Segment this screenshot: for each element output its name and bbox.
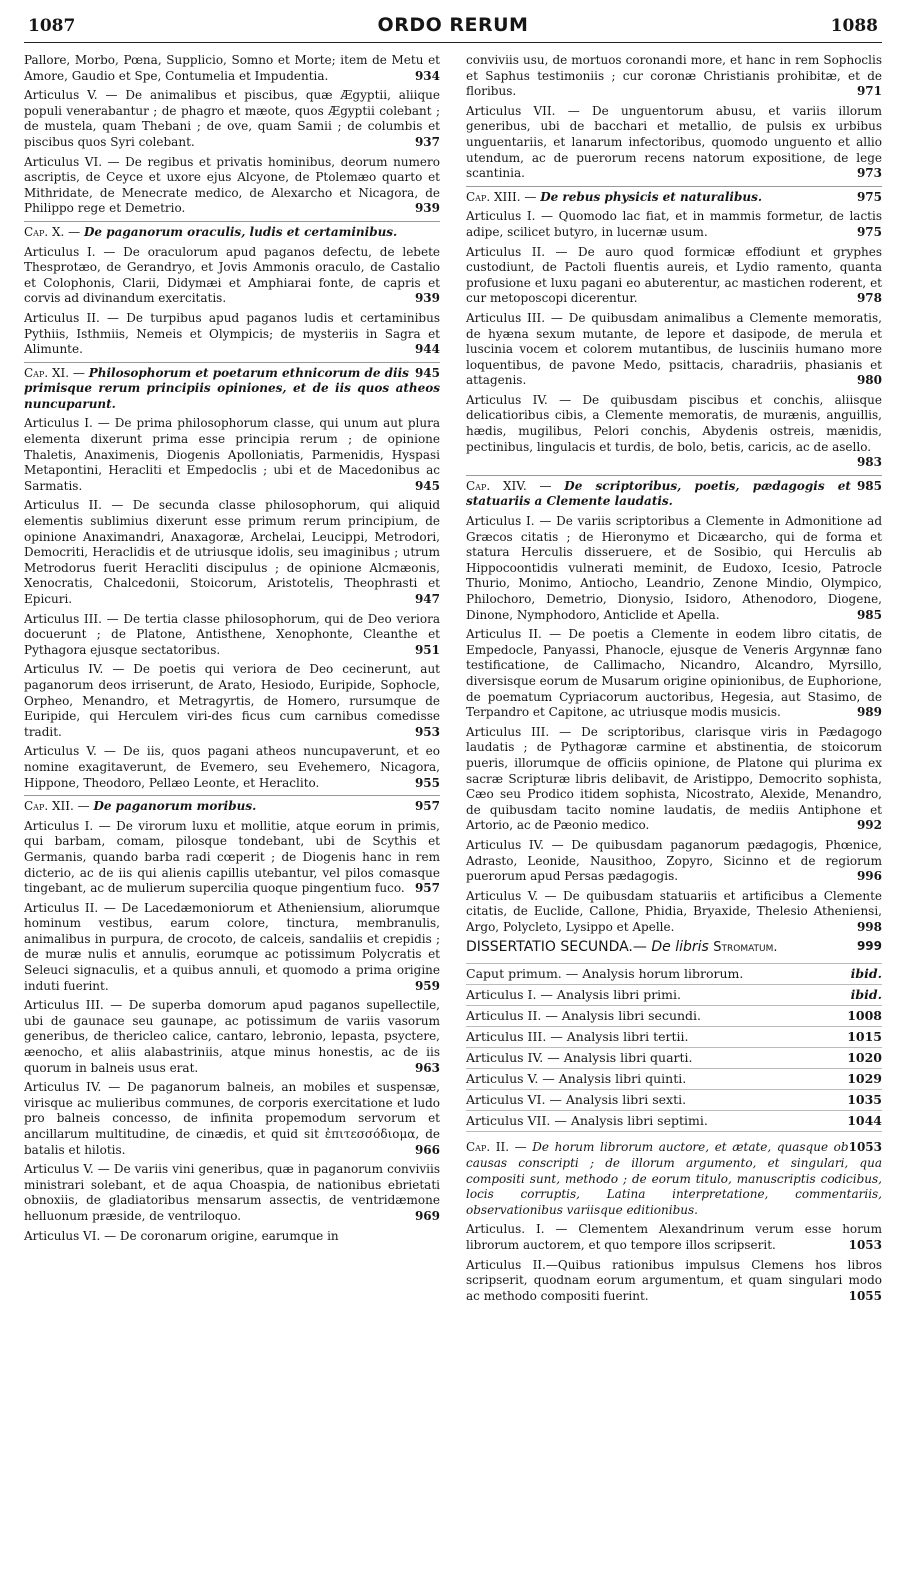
toc-line [466,1005,882,1026]
page-reference: 957 [414,881,440,896]
dissertatio-title: De libris [651,939,709,956]
article-text: Articulus III. — De superba domorum apud paganos supellectile, ubi de gaunace seu gaunape, ac potissimum de variis vasorum generibus, de thericleo calice, cantaro, lebronio, lepasta, psyctere, æenocho, et aliis alabastriniis, atque minus honestis, ac de iis quorum in balneis usus erat. [24,998,440,1075]
dissertatio-page: 999 [856,939,882,954]
article-text: Articulus II.—Quibus rationibus impulsus Clemens hos libros scripserit, quodnam eorum argumentum, et quam singulari modo ac methodo compositi fuerint. [466,1257,882,1303]
toc-page: 1044 [847,1113,882,1129]
toc-label: Articulus I. — Analysis libri primi. [466,987,682,1003]
page-reference: 957 [414,799,440,814]
chapter-heading [466,186,882,206]
page-reference: 975 [856,224,882,239]
article-entry [24,901,440,995]
page-reference: 951 [414,642,440,657]
article-entry [24,612,440,659]
chapter-label: Cap. XIV. — [466,478,552,493]
article-text: Articulus I. — De prima philosophorum classe, qui unum aut plura elementa dixerunt prima esse principia rerum ; de opinione Thaletis, Anaximenis, Diogenis Apolloniatis, Parmenidis, Hyspasi Metapontini, Heracliti et Empedoclis ; ubi et de Macedonibus ac Sarmatis. [24,416,440,493]
chapter-two-label: Cap. II. — [466,1140,527,1155]
article-entry [466,514,882,623]
page-reference: 966 [414,1142,440,1157]
chapter-two-title: De horum librorum auctore, et ætate, quasque ob causas conscripti ; de illorum argumento, et singulari, qua compositi sunt, methodo ; de eorum titulo, manuscriptis codicibus, locis corruptis, Latina interpretatione, commentariis, observationibus variisque editionibus. [466,1140,882,1217]
article-entry [24,155,440,217]
toc-line [466,1068,882,1089]
toc-label: Articulus II. — Analysis libri secundi. [466,1008,702,1024]
article-entry [466,838,882,885]
chapter-label: Cap. XIII. — [466,189,537,204]
chapter-title: De paganorum oraculis, ludis et certaminibus. [83,224,398,239]
article-text: Articulus II. — De secunda classe philosophorum, qui aliquid elementis sublimius dixerunt esse primum rerum principium, de opinione Anaximandri, Anaxagoræ, Archelai, Leucippi, Metrodori, Democriti, Heraclidis et de utriusque idolis, seu imaginibus ; utrum Metrodorus fuerit Heracliti discipulus ; de opinione Alcmæonis, Xenocratis, Chalcedonii, Stoicorum, Aristotelis, Theophrasti et Epicuri. [24,498,440,606]
toc-label: Articulus VI. — Analysis libri sexti. [466,1092,687,1108]
page-number-right: 1088 [830,16,878,36]
chapter-title: De scriptoribus, poetis, pædagogis et statuariis a Clemente laudatis. [466,478,851,509]
article-text: Pallore, Morbo, Pœna, Supplicio, Somno et Morte; item de Metu et Amore, Gaudio et Spe, Contumelia et Impudentia. [24,53,440,83]
dissertatio-title-smallcaps: Stromatum. [713,940,778,956]
analysis-toc [466,963,882,1132]
article-text: Articulus VII. — De unguentorum abusu, et variis illorum generibus, ubi de bacchari et metallio, de pulsis ex urbibus unguentariis, et lanarum infectoribus, quomodo unguento et allio utendum, ac de puerorum recens natorum expositione, de lege scantinia. [466,103,882,181]
dissertatio-label: DISSERTATIO SECUNDA.— [466,939,647,956]
toc-page: 1035 [847,1092,882,1108]
page-reference: 934 [414,68,440,83]
toc-page: 1020 [847,1050,882,1066]
article-text: Articulus IV. — De quibusdam piscibus et conchis, aliisque delicatioribus cibis, a Clemente memoratis, de murænis, anguillis, hædis, mugilibus, Pelori conchis, Abydenis ostreis, mænidis, pectinibus, lingulacis et turdis, de bolo, betis, caricis, ac de asello. [466,392,882,454]
article-entry [466,393,882,471]
running-header [24,14,882,43]
article-text: Articulus II. — De turpibus apud paganos ludis et certaminibus Pythiis, Isthmiis, Nemeis et Olympicis; de mysteriis in Sagra et Alimunte. [24,310,440,357]
chapter-two-heading [466,1140,882,1218]
article-entry [466,725,882,834]
article-text: Articulus III. — De tertia classe philosophorum, qui de Deo veriora docuerunt ; de Platone, Antisthene, Xenophonte, Cleanthe et Pythagora ejusque sectatoribus. [24,611,440,657]
article-text: Articulus VI. — De regibus et privatis hominibus, deorum numero ascriptis, de Ceyce et uxore ejus Alcyone, de Ptolemæo quarto et Mithridate, de Menecrate medico, de Alexarcho et Nicagora, de Philippo rege et Demetrio. [24,154,440,216]
final-entries [466,1222,882,1304]
article-entry [24,744,440,791]
chapter-label: Cap. XI. — [24,365,85,380]
article-entry [24,1162,440,1224]
article-text: Articulus V. — De animalibus et piscibus, quæ Ægyptii, aliique populi venerabantur ; de phagro et mæote, quos Ægyptii colebant ; de mustela, quam Thebani ; de ove, quam Samii ; de columbis et piscibus quos Syri colebant. [24,88,440,149]
page-reference: 978 [856,291,882,306]
page-reference: 1053 [848,1238,882,1253]
article-entry [466,1258,882,1305]
chapter-two-page: 1053 [848,1140,882,1155]
page-reference: 973 [856,166,882,181]
page-reference: 963 [414,1060,440,1075]
article-entry [466,104,882,182]
chapter-title: De rebus physicis et naturalibus. [540,189,763,204]
article-text: Articulus II. — De auro quod formicæ effodiunt et gryphes custodiunt, de Pactoli fluentis aureis, et Lydio ramento, quanta profusione et luxu pagani eo abuterentur, ac mastichen roderent, et cur metoposcopi dicerentur. [466,244,882,306]
article-text: Articulus V. — De variis vini generibus, quæ in paganorum conviviis ministrari solebant, et de aqua Choaspia, de nationibus ebrietati obnoxiis, de gladiatoribus mensarum assectis, de ventridæmone helluonum præside, de ventriloquo. [24,1162,440,1223]
article-entry [24,416,440,494]
article-entry [24,1080,440,1158]
chapter-heading [24,362,440,413]
article-text: Articulus I. — De variis scriptoribus a Clemente in Admonitione ad Græcos citatis ; de Hieronymo et Dicæarcho, qui de forma et statura Herculis disseruere, et de Sosibio, qui Herculis ab Hippocoontidis vulnerati meminit, de Eudoxo, Icesio, Patrocle Thurio, Monimo, Antiocho, Leandrio, Zenone Mindio, Olympico, Philochoro, Demetrio, Dionysio, Isidoro, Athenodoro, Diogene, Dinone, Nymphodoro, Anticlide et Apella. [466,514,882,622]
page-reference: 947 [414,592,440,606]
page-reference: 992 [856,818,882,833]
article-entry [466,889,882,936]
article-entry [24,1229,440,1245]
page-number-left: 1087 [28,16,76,36]
page-reference: 975 [856,189,882,204]
page-reference: 985 [856,607,882,622]
article-text: Articulus V. — De iis, quos pagani atheos nuncupaverunt, et eo nomine exagitaverunt, de Evemero, seu Evehemero, Nicagora, Hippone, Theodoro, Pellæo Leonte, et Heraclito. [24,744,440,790]
article-text: Articulus VI. — De coronarum origine, earumque in [24,1228,339,1243]
page-reference: 959 [414,978,440,993]
toc-page: ibid. [850,987,882,1003]
right-column [466,53,882,1308]
toc-line [466,1026,882,1047]
toc-label: Articulus III. — Analysis libri tertii. [466,1029,689,1045]
page-reference: 969 [414,1208,440,1223]
left-column [24,53,440,1308]
article-text: Articulus V. — De quibusdam statuariis et artificibus a Clemente citatis, de Euclide, Callone, Phidia, Bryaxide, Thelesio Atheniensi, Argo, Polycleto, Lysippo et Apelle. [466,888,882,934]
toc-label: Articulus V. — Analysis libri quinti. [466,1071,687,1087]
chapter-label: Cap. XII. — [24,799,90,814]
article-text: Articulus I. — De oraculorum apud paganos defectu, de lebete Thesprotæo, de Gerandryo, et Jovis Ammonis oraculo, de Castalio et Colophonis, Clarii, Didymæi et Amphiarai fonte, de capris et corvis ad divinandum exercitatis. [24,244,440,306]
article-text: Articulus IV. — De quibusdam paganorum pædagogis, Phœnice, Adrasto, Leonide, Nausithoo, Zopyro, Sicinno et de regiorum puerorum apud Persas pædagogis. [466,837,882,884]
toc-line [466,1089,882,1110]
toc-label: Caput primum. — Analysis horum librorum. [466,966,744,982]
page-reference: 1055 [848,1288,882,1303]
page-reference: 980 [856,373,882,388]
article-text: Articulus. I. — Clementem Alexandrinum verum esse horum librorum auctorem, et quo tempore illos scripserit. [466,1222,882,1253]
page-reference: 996 [856,869,882,884]
toc-label: Articulus VII. — Analysis libri septimi. [466,1113,708,1129]
page-reference: 939 [414,201,440,216]
chapter-heading [466,475,882,510]
toc-page: 1015 [847,1029,882,1045]
page-reference: 955 [414,775,440,790]
page-reference: 989 [856,705,882,720]
article-entry [24,819,440,897]
article-entry [24,245,440,307]
chapter-title: De paganorum moribus. [93,799,257,814]
page-reference: 985 [856,478,882,493]
toc-line [466,1047,882,1068]
chapter-title: Philosophorum et poetarum ethnicorum de diis primisque rerum principiis opiniones, et de iis quos atheos nuncuparunt. [24,365,440,411]
page-reference: 971 [856,84,882,99]
article-text: Articulus IV. — De paganorum balneis, an mobiles et suspensæ, virisque ac mulieribus communes, de corporis exercitatione et ludo pro balneis concesso, de infinita propemodum servorum et ancillarum multitudine, de cinædis, et quid sit ἐπιτεσσόδιομα, de batalis et hilotis. [24,1080,440,1157]
article-entry [24,88,440,150]
article-entry [24,53,440,84]
two-column-body [24,53,882,1308]
page-reference: 939 [414,291,440,306]
article-entry [466,1222,882,1253]
page-reference: 937 [414,134,440,149]
toc-line [466,963,882,984]
page-reference: 953 [414,724,440,739]
chapter-heading [24,795,440,815]
toc-line [466,1110,882,1132]
chapter-label: Cap. X. — [24,224,81,239]
article-entry [24,498,440,607]
toc-label: Articulus IV. — Analysis libri quarti. [466,1050,693,1066]
article-text: Articulus IV. — De poetis qui veriora de Deo cecinerunt, aut paganorum deos irriserunt, de Arato, Hesiodo, Euripide, Sophocle, Orpheo, Menandro, et Metragyrtis, de Homero, rursumque de Euripide, qui Herculem viri-des ficus cum carnibus comedisse tradit. [24,662,440,739]
page-reference: 944 [414,342,440,357]
page-reference: 983 [856,455,882,470]
article-entry [466,627,882,721]
page-reference: 998 [856,919,882,934]
page-reference: 945 [414,478,440,493]
article-text: conviviis usu, de mortuos coronandi more, et hanc in rem Sophoclis et Saphus testimoniis ; cur coronæ Christianis prohibitæ, et de floribus. [466,53,882,99]
article-entry [24,662,440,740]
article-entry [466,311,882,389]
toc-line [466,984,882,1005]
article-entry [24,311,440,358]
article-text: Articulus II. — De Lacedæmoniorum et Atheniensium, aliorumque hominum vestibus, earum colore, tinctura, membranulis, animalibus in purpura, de crocoto, de calceis, sandaliis et crepidis ; de muræ nulis et annulis, eorumque ac potissimum Polycratis et Seleuci signaculis, et a quibus annuli, et quomodo a prima origine induti fuerint. [24,900,440,993]
toc-page: ibid. [850,966,882,982]
article-text: Articulus I. — De virorum luxu et mollitie, atque eorum in primis, qui barbam, comam, pilosque tondebant, ubi de Scythis et Germanis, quando barba radi cœperit ; de Diogenis hanc in rem dicterio, ac de iis qui alienis capillis utebantur, vel pilos comasque tingebant, ac de mulierum supercilia quoque pingentium fuco. [24,818,440,896]
article-entry [466,53,882,100]
article-entry [24,998,440,1076]
right-column-entries [466,53,882,935]
toc-page: 1029 [847,1071,882,1087]
running-title: ORDO RERUM [377,14,529,36]
article-text: Articulus III. — De quibusdam animalibus a Clemente memoratis, de hyæna sexum mutante, de lepore et dasipode, de merula et luscinia vocem et colorem mutantibus, de lusciniis humano more loquentibus, de pavone Medo, psittacis, charadriis, phasianis et attagenis. [466,310,882,388]
dissertatio-heading [466,939,882,955]
article-entry [466,245,882,307]
article-text: Articulus I. — Quomodo lac fiat, et in mammis formetur, de lactis adipe, scilicet butyro, in lucernæ usum. [466,209,882,239]
article-text: Articulus II. — De poetis a Clemente in eodem libro citatis, de Empedocle, Panyassi, Phanocle, ejusque de Veneris Argynnæ fano testificatione, de Callimacho, Nicandro, Alcandro, Myrsillo, diversisque eorum de Musarum origine opinionibus, de Euphorione, de poematum Cypriacorum auctoribus, Hegesia, aut Stasimo, de Terpandro et Capitone, ac utriusque modis musicis. [466,627,882,720]
chapter-heading [24,221,440,241]
article-entry [466,209,882,240]
toc-page: 1008 [847,1008,882,1024]
article-text: Articulus III. — De scriptoribus, clarisque viris in Pædagogo laudatis ; de Pythagoræ carmine et abstinentia, de stoicorum pueris, illorumque de officiis opinione, de Platone qui plurima ex sacræ Scripturæ libris delibavit, de Aristippo, Democrito sophista, Cæo seu Prodico itidem sophista, Nicostrato, Alexide, Menandro, de quibusdam tacito nomine laudatis, de mediis Antiphone et Artorio, ac de Pæonio medico. [466,724,882,833]
page-reference: 945 [414,365,440,380]
